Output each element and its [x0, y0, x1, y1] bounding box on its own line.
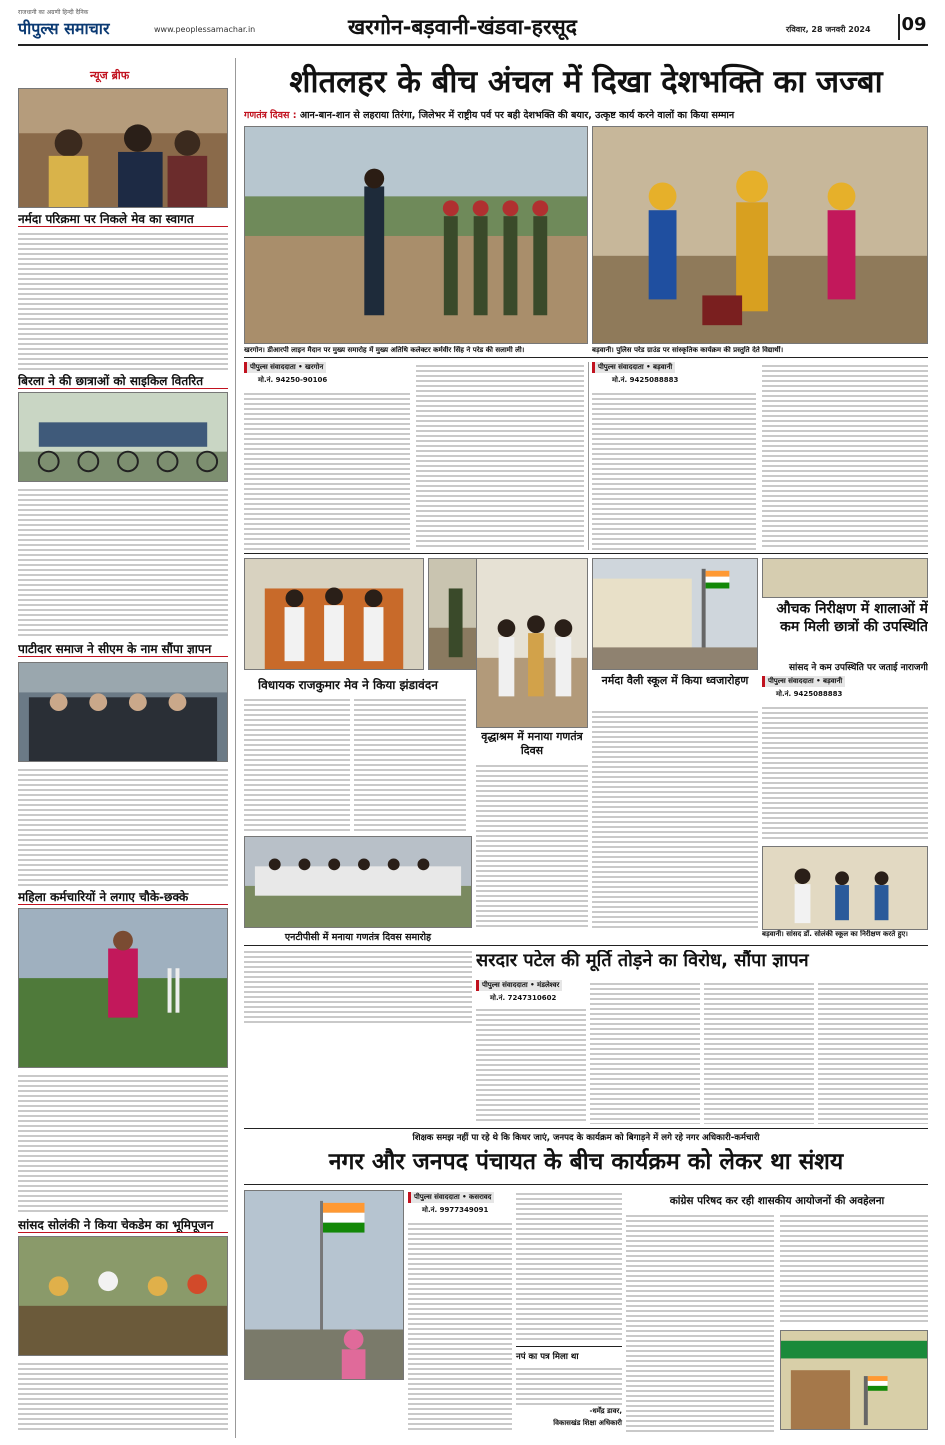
patel-byline: पीपुल्स संवाददाता • मंडलेश्वर	[476, 980, 562, 991]
logo: पीपुल्स समाचार	[18, 19, 110, 38]
bottom-flag-photo	[244, 1190, 404, 1380]
lead-byline-2: पीपुल्स संवाददाता • बड़वानी	[592, 362, 675, 373]
masthead-tagline: राजधानी का अग्रणी हिन्दी दैनिक	[18, 9, 89, 16]
lead-divider	[588, 362, 589, 550]
inspection-photo	[762, 846, 928, 930]
narmada-school-text	[592, 708, 758, 930]
patel-text-1	[476, 1006, 586, 1124]
ntpc-text	[244, 948, 472, 1024]
inspection-byline: पीपुल्स संवाददाता • बड़वानी	[762, 676, 845, 687]
bottom-headline-rule	[244, 1184, 928, 1185]
bottom-text-1	[408, 1220, 512, 1432]
side-headline-4: महिला कर्मचारियों ने लगाए चौके-छक्के	[18, 890, 228, 905]
side-photo-3	[18, 662, 228, 762]
side-text-2	[18, 486, 228, 636]
ashram-photo	[476, 558, 588, 728]
lead-text-col-3	[592, 390, 756, 550]
side-photo-2	[18, 392, 228, 482]
side-text-4	[18, 1072, 228, 1212]
side-headline-5: सांसद सोलंकी ने किया चेकडेम का भूमिपूजन	[18, 1218, 228, 1233]
patel-text-4	[818, 980, 928, 1124]
patel-headline: सरदार पटेल की मूर्ति तोड़ने का विरोध, सौंपा ज्ञापन	[476, 950, 809, 971]
lead-byline-1: पीपुल्स संवाददाता • खरगोन	[244, 362, 326, 373]
school-students-photo	[762, 558, 928, 598]
lead-text-col-1	[244, 390, 410, 550]
congress-headline: कांग्रेस परिषद कर रही शासकीय आयोजनों की अवहेलना	[669, 1195, 885, 1207]
side-photo-5	[18, 1236, 228, 1356]
ashram-headline	[476, 730, 588, 758]
narmada-school-headline	[592, 674, 758, 688]
lead-text-col-2	[416, 362, 584, 550]
lead-kicker: गणतंत्र दिवस :	[244, 110, 297, 121]
congress-photo	[780, 1330, 928, 1430]
lead-subhead-text: आन-बान-शान से लहराया तिरंगा, जिलेभर में राष्ट्रीय पर्व पर बही देशभक्ति की बयार, उत्कृष्ट कार्य करने वालों का किया सम्मान	[299, 110, 735, 121]
inspection-text	[762, 704, 928, 840]
side-text-5	[18, 1360, 228, 1432]
ntpc-headline: एनटीपीसी में मनाया गणतंत्र दिवस समारोह	[284, 932, 432, 943]
lead-caption-1: खरगोन। डीआरपी लाइन मैदान पर मुख्य समारोह में मुख्य अतिथि कलेक्टर कर्मवीर सिंह ने परेड की सलामी ली।	[244, 346, 525, 354]
nps-note-box	[516, 1346, 622, 1434]
congress-text-1	[626, 1212, 774, 1432]
edition-date: रविवार, 28 जनवरी 2024	[786, 25, 871, 34]
nps-note-sign: -धर्मेंद्र डावर,	[589, 1407, 622, 1415]
website: www.peoplessamachar.in	[154, 25, 256, 34]
masthead	[18, 8, 928, 46]
patel-text-3	[704, 980, 814, 1124]
lead-phone-2: मो.नं. 9425088883	[612, 376, 679, 384]
lead-caption-2: बड़वानी। पुलिस परेड ग्राउंड पर सांस्कृतिक कार्यक्रम की प्रस्तुति देते विद्यार्थी।	[592, 346, 784, 354]
inspection-subhead: सांसद ने कम उपस्थिति पर जताई नाराजगी	[788, 663, 928, 673]
lead-phone-1: मो.नं. 94250-90106	[258, 376, 328, 384]
lead-photo-cultural	[592, 126, 928, 344]
bottom-phone: मो.नं. 9977349091	[422, 1206, 489, 1214]
side-text-1	[18, 230, 228, 370]
mla-text-2	[354, 696, 466, 832]
mla-headline: विधायक राजकुमार मेव ने किया झंडावंदन	[258, 678, 438, 692]
side-headline-1: नर्मदा परिक्रमा पर निकले मेव का स्वागत	[18, 212, 228, 227]
patel-phone: मो.नं. 7247310602	[490, 994, 557, 1002]
school-photo	[592, 558, 758, 670]
lead-headline: शीतलहर के बीच अंचल में दिखा देशभक्ति का जज्बा	[289, 64, 883, 100]
mla-text-1	[244, 696, 350, 832]
lead-subhead	[244, 108, 928, 121]
nps-note-role: विकासखंड शिक्षा अधिकारी	[553, 1419, 622, 1427]
bottom-byline: पीपुल्स संवाददाता • कसरावद	[408, 1192, 494, 1203]
page-number: 09	[898, 14, 928, 40]
side-photo-4	[18, 908, 228, 1068]
patel-text-2	[590, 980, 700, 1124]
inspection-caption: बड़वानी। सांसद डॉ. सोलंकी स्कूल का निरीक्षण करते हुए।	[762, 930, 908, 938]
mla-flag-photo	[244, 558, 424, 670]
inspection-phone: मो.नं. 9425088883	[776, 690, 843, 698]
narmada-school-headline-text: नर्मदा वैली स्कूल में किया ध्वजारोहण	[601, 674, 749, 687]
region-title: खरगोन-बड़वानी-खंडवा-हरसूद	[348, 15, 577, 39]
lead-bottom-rule	[244, 553, 928, 554]
ashram-text	[476, 762, 588, 930]
nps-note-text	[516, 1365, 622, 1405]
bottom-top-rule	[244, 1128, 928, 1129]
ntpc-photo	[244, 836, 472, 928]
lead-text-col-4	[762, 362, 928, 550]
bottom-text-2	[516, 1190, 622, 1340]
inspection-headline-text: औचक निरीक्षण में शालाओं में कम मिली छात्रों की उपस्थिति	[776, 601, 928, 635]
congress-text-2	[780, 1212, 928, 1324]
bottom-headline: नगर और जनपद पंचायत के बीच कार्यक्रम को लेकर था संशय	[328, 1149, 844, 1175]
inspection-headline	[762, 600, 928, 636]
side-text-3	[18, 766, 228, 886]
nps-note-title: नपं का पत्र मिला था	[516, 1352, 579, 1362]
side-headline-2: बिरला ने की छात्राओं को साइकिल वितरित	[18, 374, 228, 389]
side-headline-3: पाटीदार समाज ने सीएम के नाम सौंपा ज्ञापन	[18, 642, 228, 657]
mid-bottom-rule	[244, 945, 928, 946]
bottom-kicker: शिक्षक समझ नहीं पा रहे थे कि किधर जाएं, जनपद के कार्यक्रम को बिगाड़ने में लगे रहे नगर अधिकारी-कर्मचारी	[412, 1133, 760, 1143]
news-brief-label: न्यूज ब्रीफ	[90, 69, 130, 82]
column-divider-left	[235, 58, 236, 1438]
lead-photo-parade	[244, 126, 588, 344]
side-photo-1	[18, 88, 228, 208]
ashram-headline-text: वृद्धाश्रम में मनाया गणतंत्र दिवस	[481, 730, 583, 757]
lead-photo-rule	[244, 357, 928, 358]
